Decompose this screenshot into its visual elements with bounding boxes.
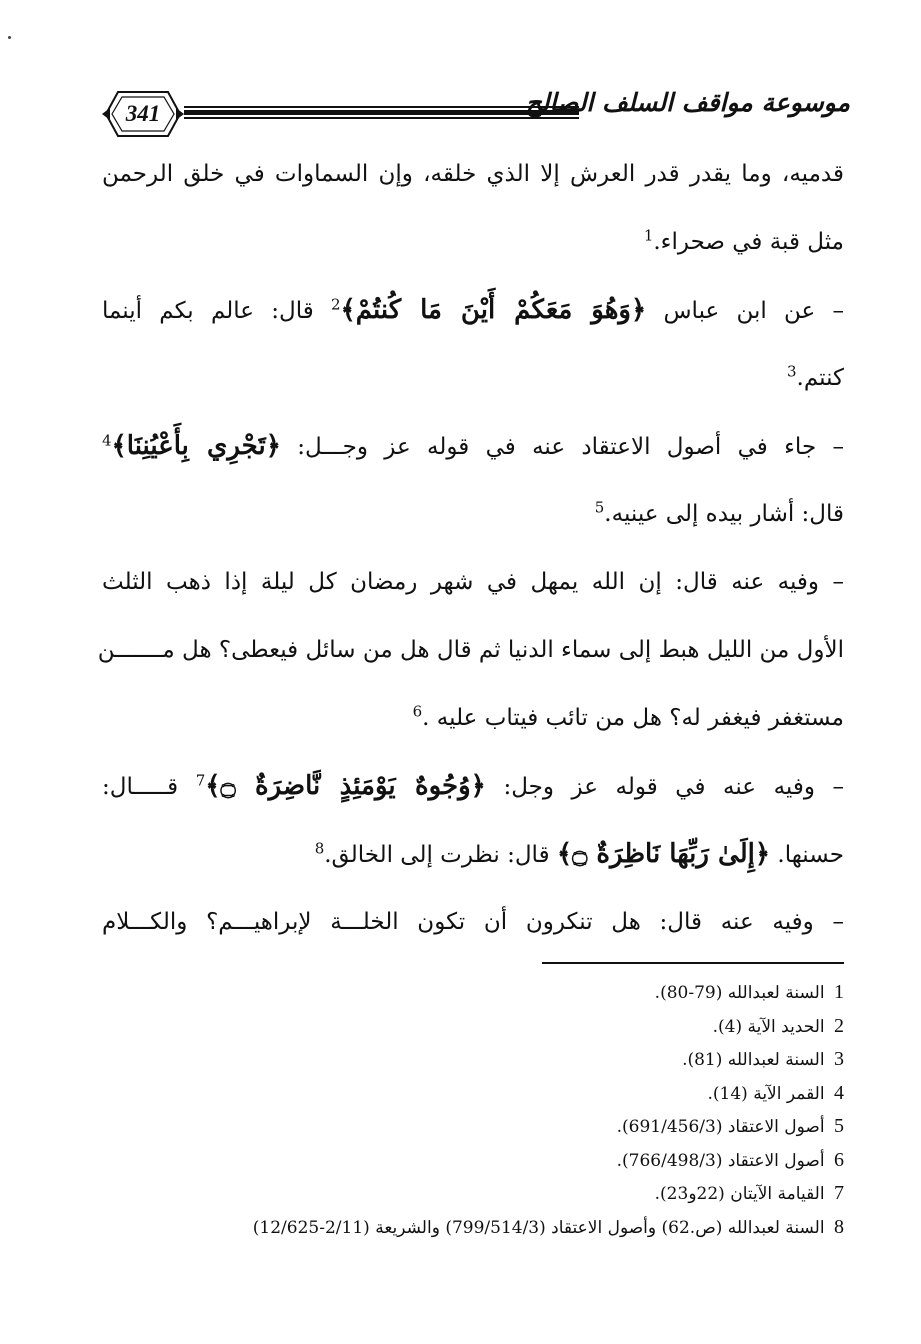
- footnote-item: [102, 1110, 844, 1144]
- quran-verse: ﴿وُجُوهٌ يَوْمَئِذٍ نَّاضِرَةٌ ۝﴾: [205, 771, 486, 801]
- quran-verse: ﴿إِلَىٰ رَبِّهَا نَاظِرَةٌ ۝﴾: [556, 839, 771, 869]
- body-line: [102, 832, 844, 900]
- footnote-number: 3: [834, 1048, 844, 1070]
- body-text-run: – وفيه عنه في قوله عز وجل:: [503, 774, 845, 800]
- footnote-ref: 2: [330, 295, 341, 314]
- footnote-item: [102, 976, 844, 1010]
- footnote-text: الحديد الآية (4).: [712, 1016, 830, 1037]
- footnote-number: 5: [834, 1115, 844, 1137]
- footnote-number: 7: [834, 1182, 844, 1204]
- body-text-run: كنتم.: [796, 365, 844, 391]
- footnote-item: [102, 1077, 844, 1111]
- body-line: [102, 492, 844, 560]
- body-text-run: قال: نظرت إلى الخالق.: [324, 842, 557, 868]
- footnote-number: 4: [834, 1081, 844, 1104]
- body-text-run: – جاء في أصول الاعتقاد عنه في قوله عز وجـــل:: [297, 434, 844, 460]
- footnote-ref: 5: [594, 498, 605, 517]
- body-text-run: قـــــال:: [102, 774, 196, 800]
- footnote-text: السنة لعبدالله (ص.62) وأصول الاعتقاد (799/514/3) والشريعة (2/11-12/625): [252, 1217, 830, 1238]
- footnote-number: 2: [834, 1014, 844, 1037]
- body-line: [102, 696, 844, 764]
- footnote-text: القيامة الآيتان (22و23).: [654, 1184, 830, 1204]
- body-text-run: – وفيه عنه قال: إن الله يمهل في شهر رمضان كل ليلة إذا ذهب الثلث: [102, 569, 844, 595]
- footnotes: [102, 976, 844, 1244]
- footnote-text: السنة لعبدالله (81).: [682, 1050, 830, 1070]
- body-text-run: – عن ابن عباس: [663, 298, 845, 324]
- body-line: [102, 288, 844, 356]
- body-text-run: مثل قبة في صحراء.: [653, 229, 844, 255]
- footnote-text: القمر الآية (14).: [707, 1083, 830, 1104]
- body-text-run: مستغفر فيغفر له؟ هل من تائب فيتاب عليه .: [422, 705, 844, 731]
- footnote-text: أصول الاعتقاد (766/498/3).: [616, 1150, 830, 1171]
- body-text-run: قدميه، وما يقدر قدر العرش إلا الذي خلقه، وإن السماوات في خلق الرحمن: [102, 161, 844, 187]
- body-line: [102, 356, 844, 424]
- body-line: [102, 220, 844, 288]
- body-text-run: الأول من الليل هبط إلى سماء الدنيا ثم قال هل من سائل فيعطى؟ هل مـــــــن: [97, 637, 844, 663]
- body-line: [102, 424, 844, 492]
- body-text-run: حسنها.: [777, 842, 844, 868]
- footnote-item: [102, 1211, 844, 1245]
- book-title: موسوعة مواقف السلف الصالح: [525, 88, 850, 117]
- footnote-number: 1: [834, 981, 844, 1003]
- footnote-ref: 7: [195, 771, 206, 790]
- footnote-ref: 3: [787, 362, 797, 381]
- footnote-number: 6: [834, 1148, 844, 1171]
- body-line: [102, 764, 844, 832]
- body-line: [97, 628, 844, 696]
- footnote-number: 8: [834, 1215, 844, 1238]
- footnote-ref: 6: [412, 702, 423, 721]
- footnote-item: [102, 1010, 844, 1044]
- footnote-text: السنة لعبدالله (79-80).: [654, 983, 830, 1003]
- page-number-badge: [100, 86, 186, 142]
- footnote-separator: [542, 962, 844, 964]
- page-number: 341: [125, 101, 161, 126]
- page-header: [100, 82, 850, 152]
- body-line: [102, 152, 844, 220]
- body-text-run: قال: أشار بيده إلى عينيه.: [604, 501, 844, 527]
- scan-artifact-dot: [8, 36, 11, 39]
- body-text-run: – وفيه عنه قال: هل تنكرون أن تكون الخلـــة لإبراهيـــم؟ والكـــلام: [102, 909, 844, 935]
- body-line: [102, 560, 844, 628]
- footnote-ref: 8: [314, 839, 325, 858]
- header-rule: [184, 106, 579, 120]
- footnote-item: [102, 1144, 844, 1178]
- footnote-ref: 1: [643, 226, 654, 245]
- body-text: [97, 152, 845, 968]
- footnote-ref: 4: [102, 431, 112, 450]
- footnote-item: [102, 1043, 844, 1077]
- quran-verse: ﴿وَهُوَ مَعَكُمْ أَيْنَ مَا كُنتُمْ﴾: [340, 295, 647, 325]
- body-text-run: قال: عالم بكم أينما: [102, 298, 331, 324]
- footnote-text: أصول الاعتقاد (691/456/3).: [616, 1117, 830, 1137]
- body-line: [102, 900, 844, 968]
- quran-verse: ﴿تَجْرِي بِأَعْيُنِنَا﴾: [111, 431, 281, 461]
- footnote-item: [102, 1177, 844, 1211]
